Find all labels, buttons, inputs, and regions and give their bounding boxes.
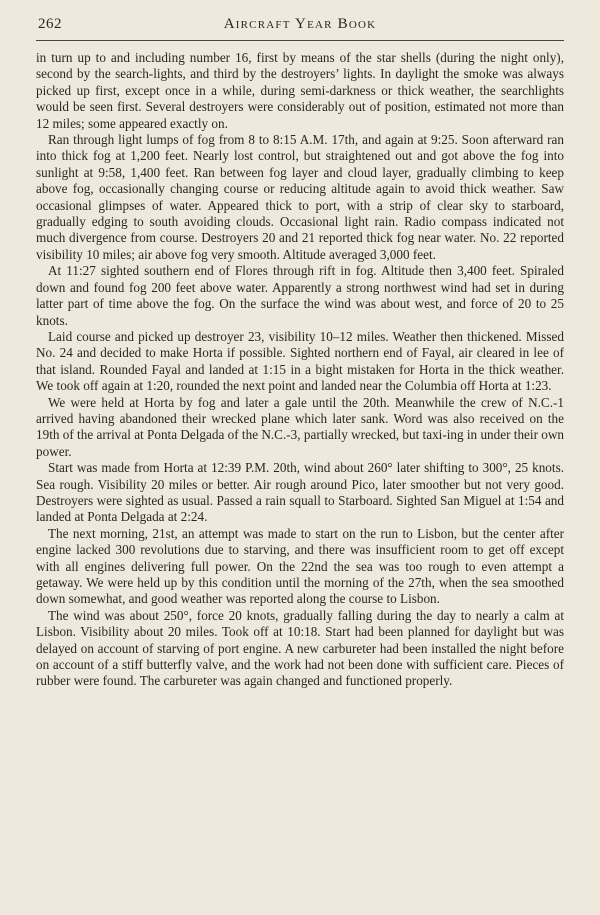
running-title: Aircraft Year Book (223, 16, 377, 32)
paragraph-ponta-delgada: Start was made from Horta at 12:39 P.M. 20th, wind about 260° later shifting to 300°, 25 knots. Sea rough. Visibility 20 miles or better. Air rough around Pico, later smoother but not very good. Destroyers were sighted as usual. Passed a rain squall to Starboard. Sighted San Miguel at 1:54 and landed at Ponta Delgada at 2:24. (36, 460, 564, 525)
paragraph-continued: in turn up to and including number 16, first by means of the star shells (during the night only), second by the search-lights, and third by the destroyers’ lights. In daylight the smoke was always picked up first, except once in a while, during semi-darkness or thick weather, the searchlights would be seen first. Several destroyers were considerably out of position, estimated not more than 12 miles; some appeared exactly on. (36, 50, 564, 131)
page-number: 262 (38, 16, 62, 32)
paragraph-held-at-horta: We were held at Horta by fog and later a gale until the 20th. Meanwhile the crew of N.C.-1 arrived having abandoned their wrecked plane which later sank. Word was also received on the 19th of the arrival at Ponta Delgada of the N.C.-3, partially wrecked, but taxi-ing in under their own power. (36, 394, 564, 459)
body-text (36, 50, 564, 690)
page-header (36, 14, 564, 41)
paragraph-horta-landing: Laid course and picked up destroyer 23, visibility 10–12 miles. Weather then thickened. Missed No. 24 and decided to make Horta if possible. Sighted northern end of Fayal, air cleared in lee of that island. Rounded Fayal and landed at 1:15 in a bight mistaken for Horta in the thick weather. We took off again at 1:20, rounded the next point and landed near the Columbia off Horta at 1:23. (36, 328, 564, 394)
paragraph-fog-flight: Ran through light lumps of fog from 8 to 8:15 A.M. 17th, and again at 9:25. Soon afterward ran into thick fog at 1,200 feet. Nearly lost control, but straightened out and got above the fog into sunlight at 9:58, 1,400 feet. Ran between fog layer and cloud layer, gradually climbing to keep above fog, occasionally changing course or reducing altitude again to avoid thick weather. Saw occasional glimpses of water. Appeared thick to port, with a strip of clear sky to starboard, gradually edging to south avoiding clouds. Occasional light rain. Radio compass indicated not much divergence from course. Destroyers 20 and 21 reported thick fog near water. No. 22 reported visibility 10 miles; air above fog very smooth. Altitude averaged 3,000 feet. (36, 132, 564, 262)
paragraph-flores-sighting: At 11:27 sighted southern end of Flores through rift in fog. Altitude then 3,400 feet. Spiraled down and found fog 200 feet above water. Apparently a strong northwest wind had set in during latter part of time above the fog. On the surface the wind was about west, and force of 20 to 25 knots. (36, 263, 564, 328)
paragraph-lisbon-attempt: The next morning, 21st, an attempt was made to start on the run to Lisbon, but the center after engine lacked 300 revolutions due to starving, and there was insufficient room to get off except with all engines delivering full power. On the 22nd the sea was too rough to even attempt a getaway. We were held up by this condition until the morning of the 27th, when the sea smoothed down somewhat, and good weather was reported along the course to Lisbon. (36, 525, 564, 607)
paragraph-lisbon-takeoff: The wind was about 250°, force 20 knots, gradually falling during the day to nearly a calm at Lisbon. Visibility about 20 miles. Took off at 10:18. Start had been planned for daylight but was delayed on account of starving of port engine. A new carbureter had been installed the night before on account of a stiff butterfly valve, and the work had not been done with sufficient care. Pieces of rubber were found. The carbureter was again changed and functioned properly. (36, 607, 564, 689)
